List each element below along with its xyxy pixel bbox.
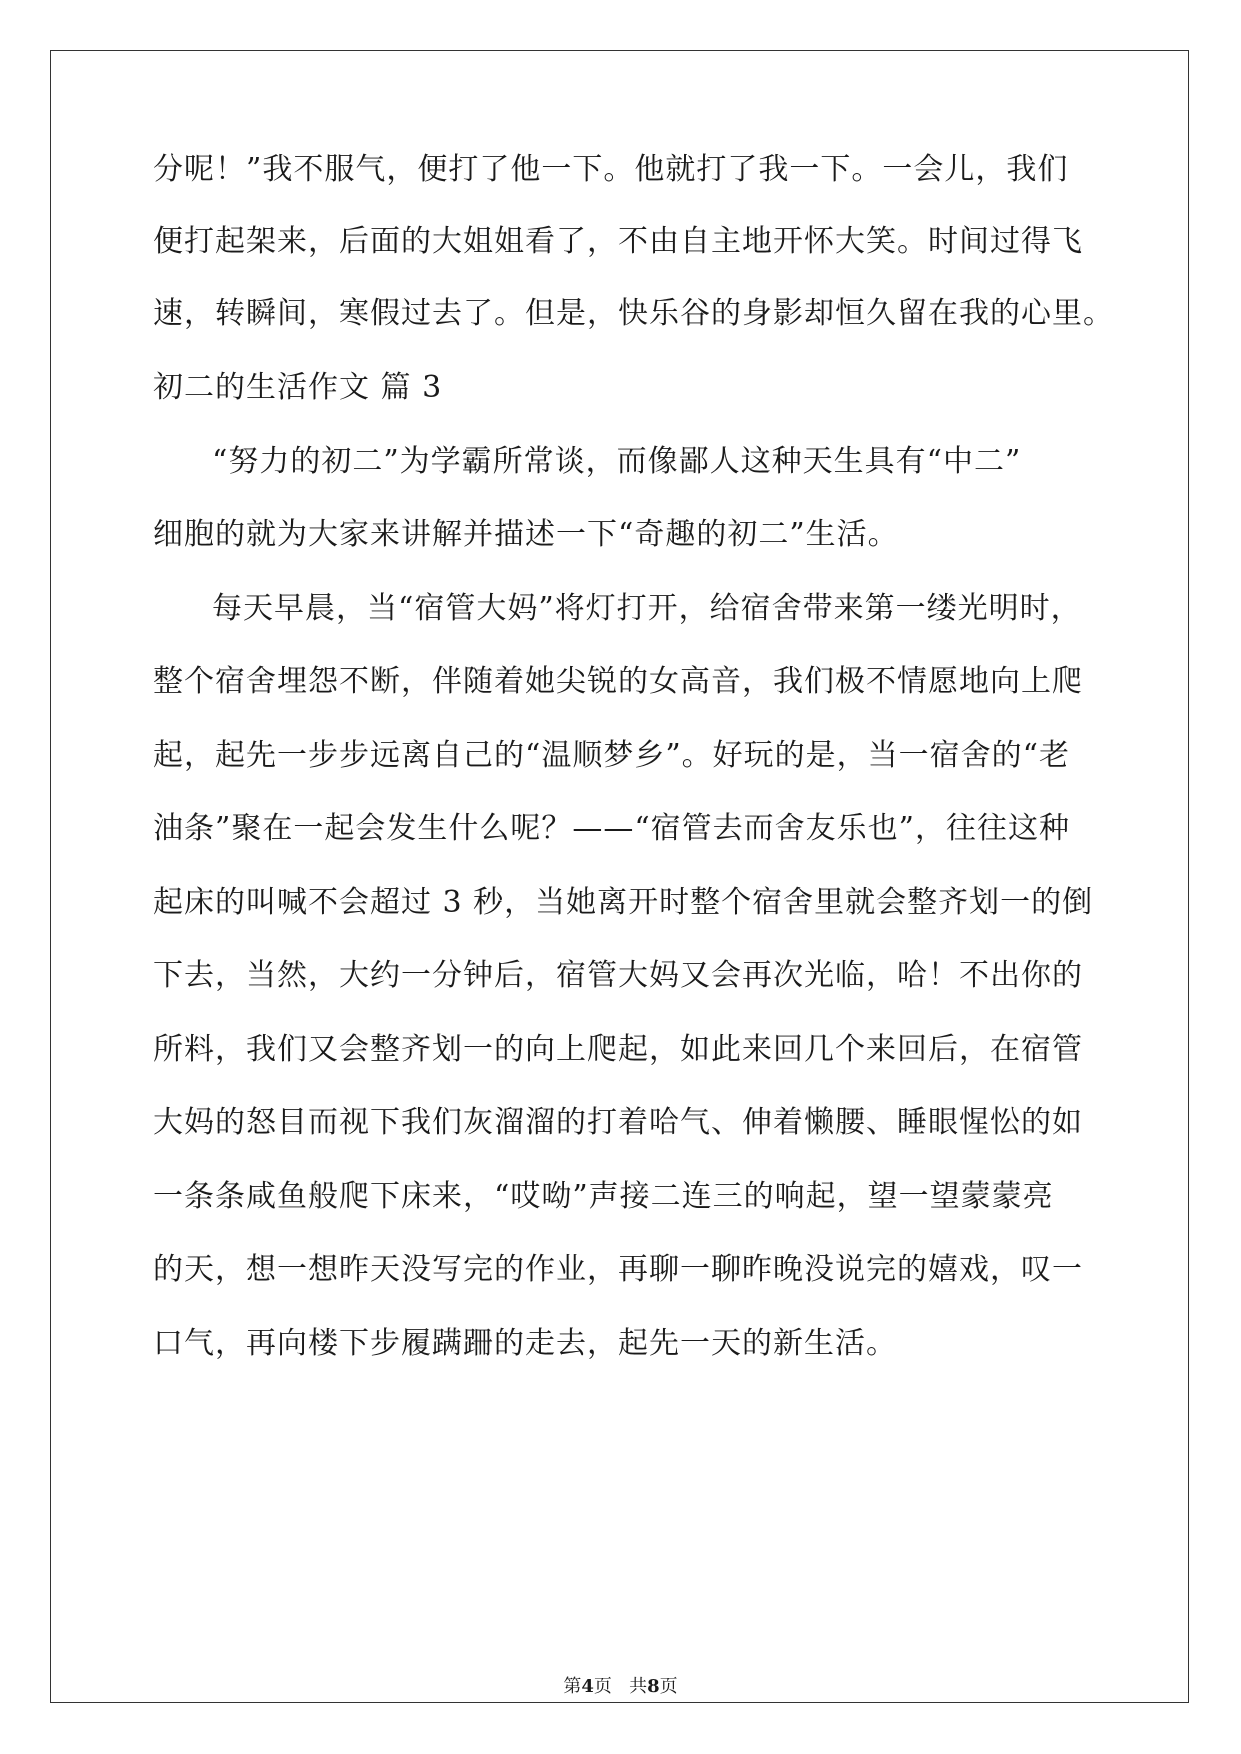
text-line: 起，起先一步步远离自己的“温顺梦乡”。好玩的是，当一宿舍的“老 bbox=[153, 738, 1071, 773]
text-line: 大妈的怒目而视下我们灰溜溜的打着哈气、伸着懒腰、睡眼惺忪的如 bbox=[153, 1105, 1083, 1140]
text-line: 一条条咸鱼般爬下床来，“哎呦”声接二连三的响起，望一望蒙蒙亮 bbox=[153, 1179, 1054, 1214]
text-line: 所料，我们又会整齐划一的向上爬起，如此来回几个来回后，在宿管 bbox=[153, 1032, 1083, 1067]
footer-prefix: 第 bbox=[563, 1676, 582, 1697]
text-line: 起床的叫喊不会超过 3 秒，当她离开时整个宿舍里就会整齐划一的倒 bbox=[153, 885, 1094, 920]
text-line: 的天，想一想昨天没写完的作业，再聊一聊昨晚没说完的嬉戏，叹一 bbox=[153, 1252, 1083, 1287]
text-line: 油条”聚在一起会发生什么呢？——“宿管去而舍友乐也”，往往这种 bbox=[153, 811, 1071, 846]
text-line: 分呢！”我不服气，便打了他一下。他就打了我一下。一会儿，我们 bbox=[153, 152, 1069, 187]
section-heading: 初二的生活作文 篇 3 bbox=[153, 370, 443, 405]
text-line: 便打起架来，后面的大姐姐看了，不由自主地开怀大笑。时间过得飞 bbox=[153, 224, 1083, 259]
text-line: 速，转瞬间，寒假过去了。但是，快乐谷的身影却恒久留在我的心里。 bbox=[153, 296, 1114, 331]
text-line: 下去，当然，大约一分钟后，宿管大妈又会再次光临，哈！不出你的 bbox=[153, 958, 1083, 993]
text-line: 口气，再向楼下步履蹒跚的走去，起先一天的新生活。 bbox=[153, 1326, 897, 1361]
total-page-count: 8 bbox=[647, 1676, 660, 1697]
footer-total-suffix: 页 bbox=[659, 1676, 678, 1697]
text-line: “努力的初二”为学霸所常谈，而像鄙人这种天生具有“中二” bbox=[212, 444, 1022, 479]
footer-total-prefix: 共 bbox=[629, 1676, 648, 1697]
text-line: 细胞的就为大家来讲解并描述一下“奇趣的初二”生活。 bbox=[153, 517, 899, 552]
current-page-number: 4 bbox=[581, 1676, 594, 1697]
page-footer bbox=[0, 1675, 1241, 1699]
text-line: 整个宿舍埋怨不断，伴随着她尖锐的女高音，我们极不情愿地向上爬 bbox=[153, 664, 1083, 699]
footer-page-suffix: 页 bbox=[593, 1676, 612, 1697]
text-line: 每天早晨，当“宿管大妈”将灯打开，给宿舍带来第一缕光明时， bbox=[212, 591, 1082, 626]
